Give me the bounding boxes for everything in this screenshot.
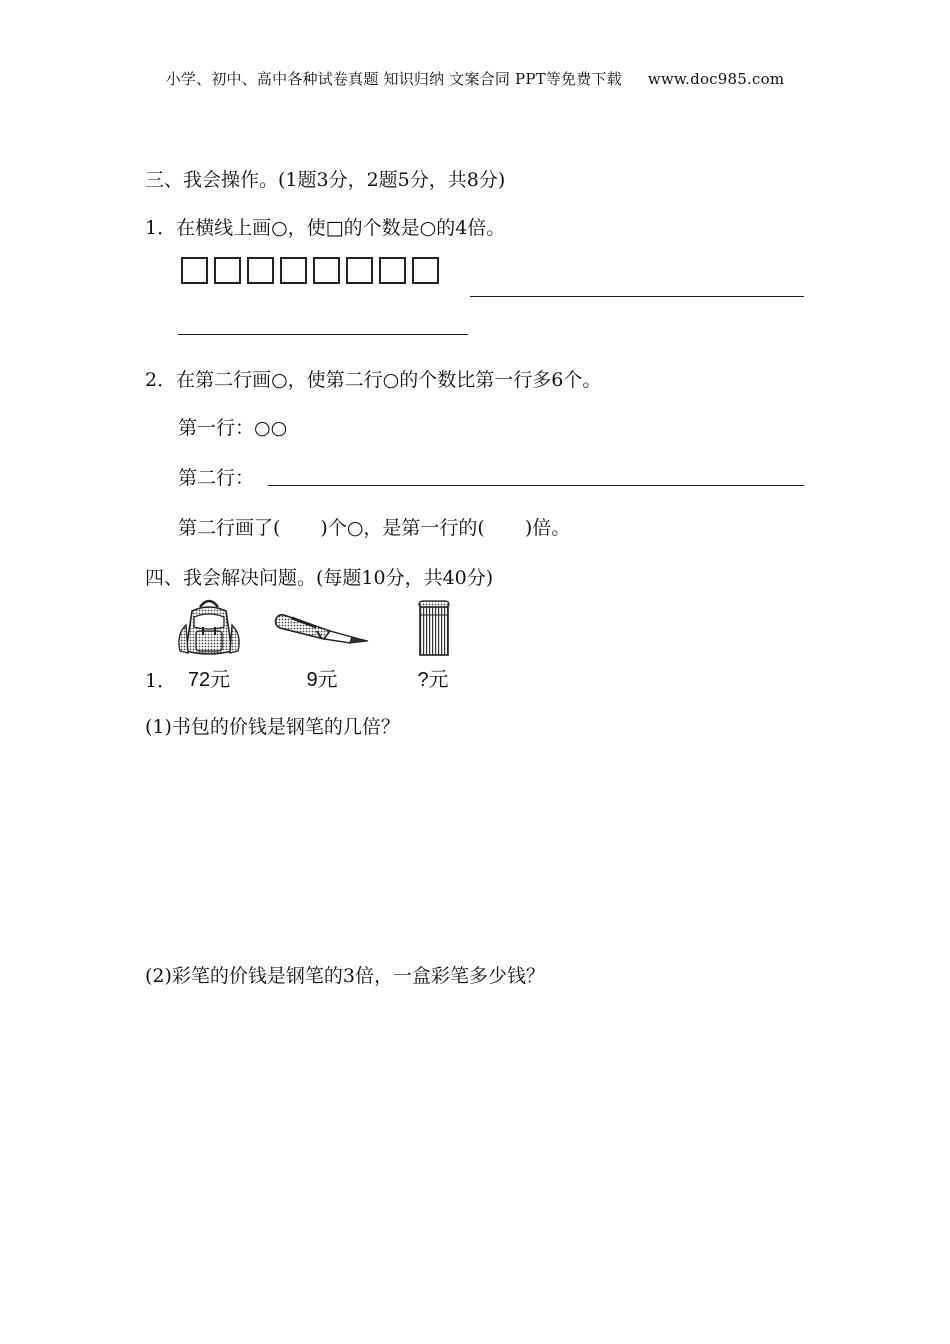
backpack-icon <box>174 597 244 659</box>
row-2-label: 第二行： <box>178 467 255 489</box>
question-4-1-number: 1． <box>145 670 177 692</box>
item-colored-pencils <box>400 597 466 692</box>
header-url: www.doc985.com <box>647 70 785 88</box>
fill-in-sentence <box>178 513 570 540</box>
square <box>280 257 307 284</box>
price-backpack: 72元 <box>187 669 231 691</box>
fill-text-c: )倍。 <box>524 517 571 539</box>
fill-text-a: 第二行画了( <box>178 517 281 539</box>
section-4-title: 四、我会解决问题。(每题10分，共40分) <box>145 567 494 589</box>
price-pen: 9元 <box>306 669 338 691</box>
row-1-circles: ○○ <box>254 417 288 439</box>
answer-line[interactable] <box>178 334 468 335</box>
question-2-text: 2．在第二行画○，使第二行○的个数比第一行多6个。 <box>145 369 602 391</box>
header-text: 小学、初中、高中各种试卷真题 知识归纳 文案合同 PPT等免费下载 <box>165 70 622 88</box>
fountain-pen-icon <box>272 597 372 659</box>
row-2-answer-line[interactable] <box>268 485 804 486</box>
square <box>181 257 208 284</box>
subquestion-2: (2)彩笔的价钱是钢笔的3倍，一盒彩笔多少钱？ <box>145 965 546 987</box>
square <box>379 257 406 284</box>
colored-pencils-box-icon <box>413 597 453 659</box>
square <box>346 257 373 284</box>
row-1-label: 第一行： <box>178 417 255 439</box>
answer-line[interactable] <box>470 296 804 297</box>
square <box>247 257 274 284</box>
square <box>313 257 340 284</box>
price-colored-pencils: ?元 <box>417 669 449 691</box>
question-1-text: 1．在横线上画○，使□的个数是○的4倍。 <box>145 217 506 239</box>
square-row <box>181 257 439 284</box>
square <box>412 257 439 284</box>
item-backpack <box>173 597 245 692</box>
page-header <box>0 68 950 89</box>
section-3-title: 三、我会操作。(1题3分，2题5分，共8分) <box>145 169 506 191</box>
square <box>214 257 241 284</box>
item-pen <box>272 597 372 692</box>
row-1 <box>178 413 287 440</box>
subquestion-1: (1)书包的价钱是钢笔的几倍？ <box>145 716 400 738</box>
fill-text-b: )个○，是第一行的( <box>320 517 485 539</box>
